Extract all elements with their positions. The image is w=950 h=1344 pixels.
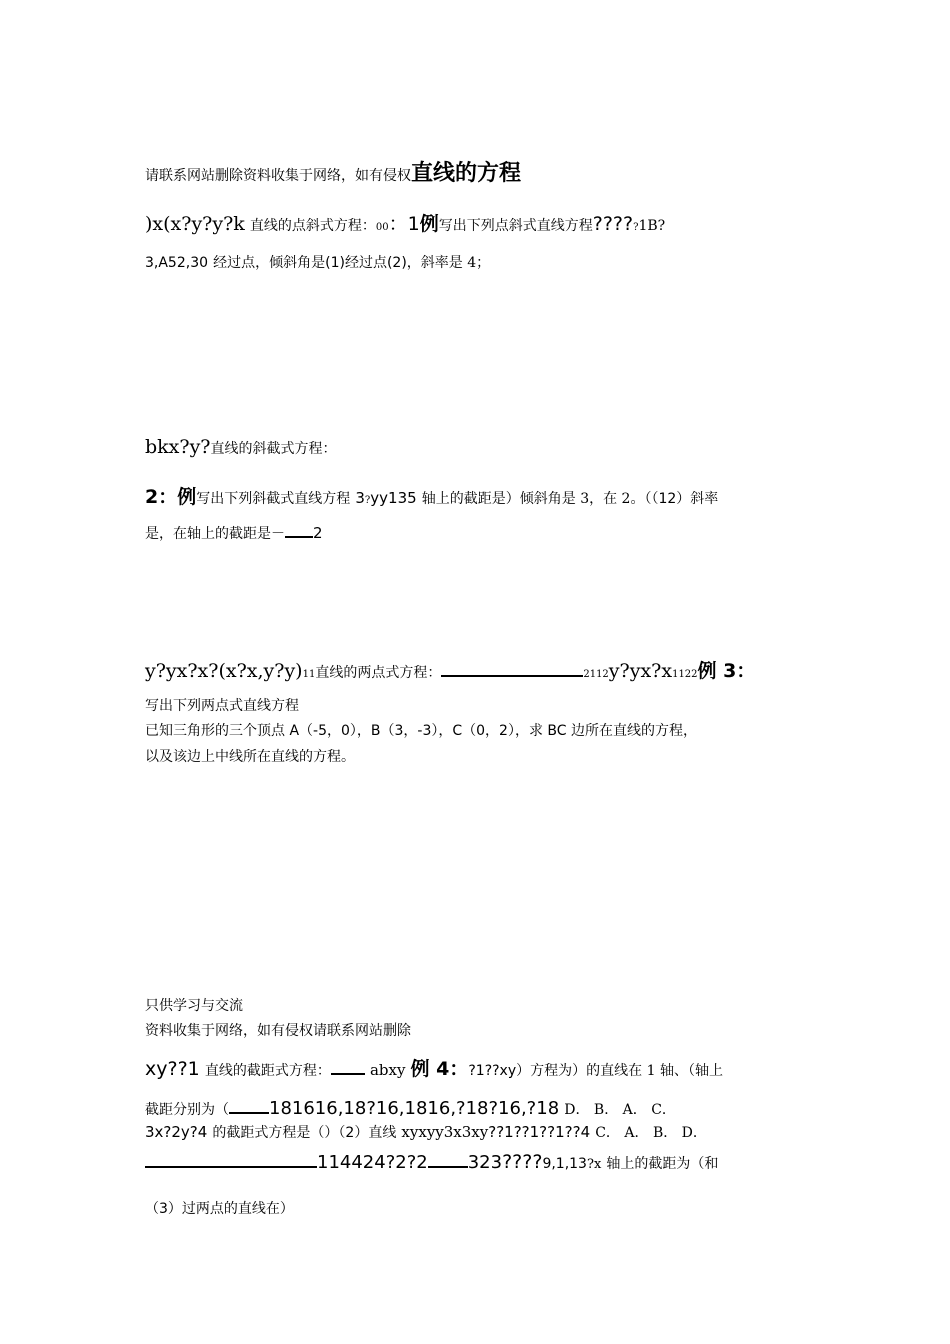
- blank-line: [441, 661, 583, 677]
- text: ，斜率是 4；: [406, 255, 491, 271]
- example-2-text: [145, 486, 718, 509]
- example-number: ：1: [388, 213, 420, 235]
- text: ）方程为）的直线在 1 轴、（轴上: [516, 1063, 723, 1079]
- subscript: 00: [375, 222, 389, 233]
- blank-line: [285, 523, 313, 538]
- option-values: 323: [467, 1152, 503, 1173]
- header-line: [145, 161, 521, 187]
- example-3-title: 写出下列两点式直线方程: [145, 698, 299, 714]
- text: 经过点，倾斜角是: [213, 255, 326, 271]
- footer-copyright: 资料收集于网络，如有侵权请联系网站删除: [145, 1023, 411, 1039]
- example-3-question-cont: 以及该边上中线所在直线的方程。: [145, 749, 355, 765]
- example-4-question-3: [145, 1198, 294, 1218]
- footer-note: 只供学习与交流: [145, 998, 243, 1014]
- formula-glyphs: ????: [502, 1151, 543, 1173]
- intercept-definition: [145, 1058, 723, 1081]
- formula: 3x?2y?4: [145, 1123, 208, 1141]
- example-1-text: [145, 252, 490, 272]
- text: 轴上的截距为（和: [606, 1156, 719, 1172]
- label: 直线的点斜式方程：: [249, 218, 376, 234]
- example-4-question-2: [145, 1122, 707, 1142]
- formula: abxy: [369, 1061, 406, 1079]
- slope-intercept-definition: [145, 436, 337, 459]
- formula: )x(x?y?y?k: [145, 213, 245, 235]
- text: 是，在轴上的截距是－: [145, 526, 285, 542]
- two-point-definition: [145, 660, 755, 683]
- text: 的截距式方程是（）（: [212, 1125, 346, 1141]
- option-values: 181616,18?16,1816,?18?16,?18: [269, 1098, 560, 1119]
- item-number: 2: [345, 1125, 355, 1141]
- example-3-question: 已知三角形的三个顶点 A（-5，0），B（3，-3），C（0，2），求 BC 边所在直线的方程，: [145, 723, 697, 739]
- text: 轴上的截距是）倾斜角是 3，在 2。（（: [421, 491, 659, 507]
- value: yy135: [370, 489, 417, 507]
- item-number: (2): [386, 255, 407, 271]
- point-values: 3,A52,30: [145, 255, 209, 271]
- example-4-options-2: [145, 1151, 718, 1174]
- option-letters: C． A． B． D．: [595, 1125, 707, 1141]
- subscript: 2112: [583, 669, 609, 680]
- subscript: ?: [364, 495, 371, 506]
- item-number: (1): [325, 255, 345, 271]
- item-number: 3: [159, 1201, 168, 1217]
- point-slope-definition: [145, 213, 665, 236]
- formula: xy??1: [145, 1058, 200, 1080]
- subscript: 1122: [672, 669, 698, 680]
- option-values: 114424?2?2: [317, 1152, 428, 1173]
- label: 直线的截距式方程：: [204, 1063, 331, 1079]
- subscript: 11: [302, 669, 316, 680]
- label: 直线的两点式方程：: [315, 665, 442, 681]
- formula-glyphs: ????: [592, 213, 634, 235]
- blank-line: [428, 1152, 468, 1168]
- text: 截距分别为（: [145, 1102, 229, 1118]
- text: ）过两点的直线在）: [167, 1201, 294, 1217]
- formula: y?yx?x?(x?x,y?y): [145, 660, 303, 682]
- example-label: 例 3：: [697, 660, 756, 682]
- option-letters: D． B． A． C．: [564, 1102, 676, 1118]
- example-label: 例 4：: [410, 1058, 469, 1080]
- blank-line: [331, 1060, 365, 1075]
- example-label: 例: [177, 486, 197, 508]
- page-title: 直线的方程: [411, 161, 522, 186]
- formula: y?yx?x: [608, 660, 673, 682]
- example-label: 例: [419, 213, 439, 235]
- formula: ??1??1??1??4: [488, 1123, 591, 1141]
- example-description: 写出下列点斜式直线方程: [438, 218, 593, 234]
- text: 经过点: [344, 255, 387, 271]
- example-number: 2：: [145, 486, 178, 508]
- blank-line: [145, 1152, 317, 1168]
- formula: bkx?y?: [145, 436, 211, 458]
- text: ）直线: [354, 1125, 397, 1141]
- formula: xyxyy3x3xy: [401, 1123, 489, 1141]
- text: ）斜率: [676, 491, 719, 507]
- value: 2: [313, 524, 323, 542]
- example-description: 写出下列斜截式直线方程: [196, 491, 351, 507]
- formula-tail: 1B?: [638, 218, 666, 234]
- value: 3: [355, 489, 365, 507]
- values: 9,1,13: [542, 1156, 587, 1172]
- label: 直线的斜截式方程：: [210, 441, 337, 457]
- text: （: [145, 1201, 159, 1217]
- example-2-text-cont: [145, 523, 323, 543]
- copyright-notice: 请联系网站删除资料收集于网络，如有侵权: [145, 168, 411, 184]
- item-number: 12: [658, 491, 677, 507]
- formula: ?1??xy: [468, 1063, 517, 1079]
- formula: ?x: [586, 1157, 602, 1172]
- example-4-options: [145, 1098, 676, 1120]
- subscript: ?: [633, 222, 639, 233]
- blank-line: [229, 1099, 269, 1114]
